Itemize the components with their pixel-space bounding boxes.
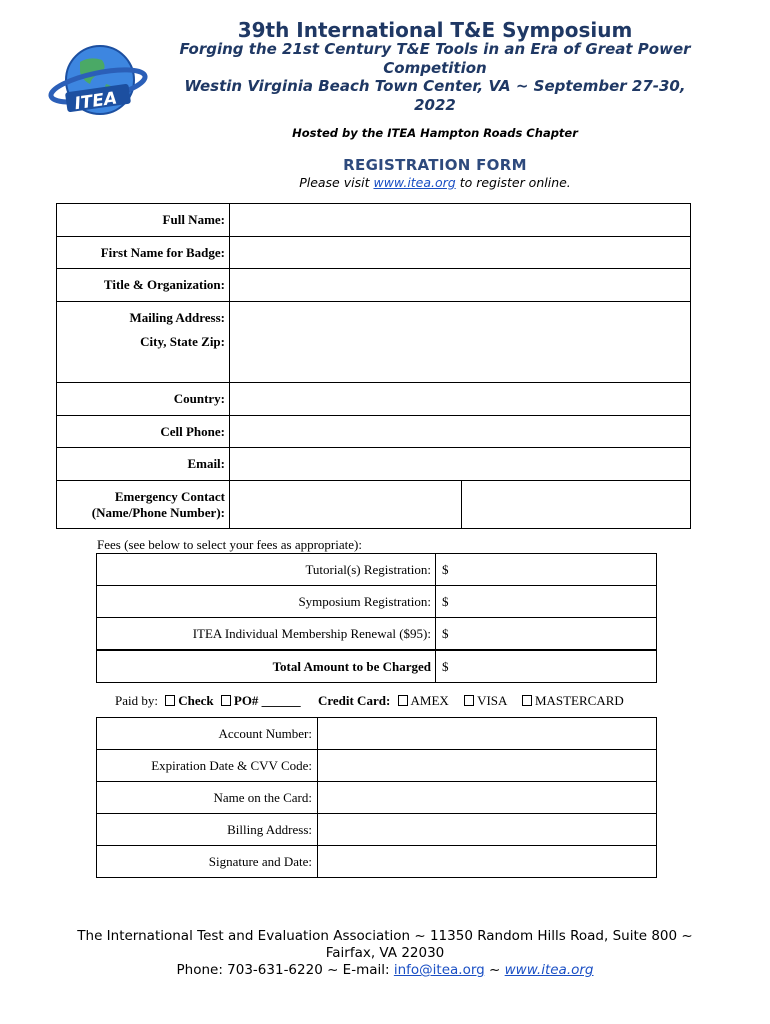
amex-label: AMEX [410,693,449,708]
cell-phone-field[interactable] [230,416,691,448]
mailing-address-label: Mailing Address: [129,310,225,325]
amex-checkbox[interactable] [398,695,408,706]
total-amount-field[interactable]: $ [436,650,657,683]
signature-date-label: Signature and Date: [97,846,318,878]
total-amount-label: Total Amount to be Charged [97,650,436,683]
full-name-label: Full Name: [57,204,230,237]
logo-text: ITEA [73,88,119,115]
po-label: PO# ______ [233,693,301,708]
billing-address-label: Billing Address: [97,814,318,846]
footer-contact [40,962,730,979]
country-label: Country: [57,383,230,416]
subtitle-line-1: Forging the 21st Century T&E Tools in an Era of Great Power [179,40,691,58]
email-label: Email: [57,448,230,481]
emergency-label-line-2: (Name/Phone Number): [91,504,225,520]
name-on-card-label: Name on the Card: [97,782,318,814]
title-organization-label: Title & Organization: [57,269,230,302]
venue-line-2: 2022 [414,96,456,114]
expiration-cvv-label: Expiration Date & CVV Code: [97,750,318,782]
venue-and-dates [160,77,710,115]
visa-label: VISA [477,693,507,708]
symposium-fee-label: Symposium Registration: [97,586,436,618]
check-checkbox[interactable] [165,695,175,706]
city-state-zip-label: City, State Zip: [140,334,225,349]
itea-logo [48,40,148,120]
membership-fee-label: ITEA Individual Membership Renewal ($95): [97,618,436,651]
emergency-phone-field[interactable] [462,481,691,529]
visa-checkbox[interactable] [464,695,474,706]
footer-separator: ~ [484,962,505,978]
title-organization-field[interactable] [230,269,691,302]
paid-by-label: Paid by: [115,693,158,708]
name-on-card-field[interactable] [318,782,657,814]
emergency-label-line-1: Emergency Contact [114,488,225,504]
footer-email-link[interactable]: info@itea.org [393,962,485,978]
account-number-label: Account Number: [97,718,318,750]
badge-name-label: First Name for Badge: [57,237,230,269]
account-number-field[interactable] [318,718,657,750]
fees-table [96,553,657,683]
footer-line-1: The International Test and Evaluation Association ~ 11350 Random Hills Road, Suite 800 ~ [77,928,693,944]
itea-website-link[interactable]: www.itea.org [373,175,456,190]
form-title: REGISTRATION FORM [343,156,527,174]
credit-card-table [96,717,657,878]
fees-note: Fees (see below to select your fees as appropriate): [97,537,362,552]
emergency-contact-label [57,481,230,529]
mailing-address-field[interactable] [230,302,691,383]
footer-web-link[interactable]: www.itea.org [504,962,594,978]
register-online-note [160,175,710,190]
footer [40,928,730,979]
mastercard-checkbox[interactable] [522,695,532,706]
tutorial-fee-field[interactable]: $ [436,554,657,586]
symposium-fee-field[interactable]: $ [436,586,657,618]
billing-address-field[interactable] [318,814,657,846]
symposium-title: 39th International T&E Symposium [237,18,633,42]
signature-date-field[interactable] [318,846,657,878]
check-label: Check [178,693,214,708]
subtitle-line-2: Competition [383,59,487,77]
mastercard-label: MASTERCARD [534,693,624,708]
venue-line-1: Westin Virginia Beach Town Center, VA ~ September 27-30, [184,77,686,95]
visit-text-before: Please visit [299,175,374,190]
registration-table [56,203,691,529]
hosted-by: Hosted by the ITEA Hampton Roads Chapter [292,126,578,140]
po-checkbox[interactable] [221,695,231,706]
cell-phone-label: Cell Phone: [57,416,230,448]
footer-line-2: Fairfax, VA 22030 [325,945,445,961]
payment-method-row [115,693,624,709]
address-label-cell [57,302,230,383]
credit-card-label: Credit Card: [317,693,391,708]
tutorial-fee-label: Tutorial(s) Registration: [97,554,436,586]
emergency-name-field[interactable] [230,481,462,529]
symposium-subtitle [160,40,710,78]
email-field[interactable] [230,448,691,481]
badge-name-field[interactable] [230,237,691,269]
footer-phone: Phone: 703-631-6220 ~ E-mail: [176,962,394,978]
country-field[interactable] [230,383,691,416]
membership-fee-field[interactable]: $ [436,618,657,651]
expiration-cvv-field[interactable] [318,750,657,782]
visit-text-after: to register online. [455,175,571,190]
full-name-field[interactable] [230,204,691,237]
